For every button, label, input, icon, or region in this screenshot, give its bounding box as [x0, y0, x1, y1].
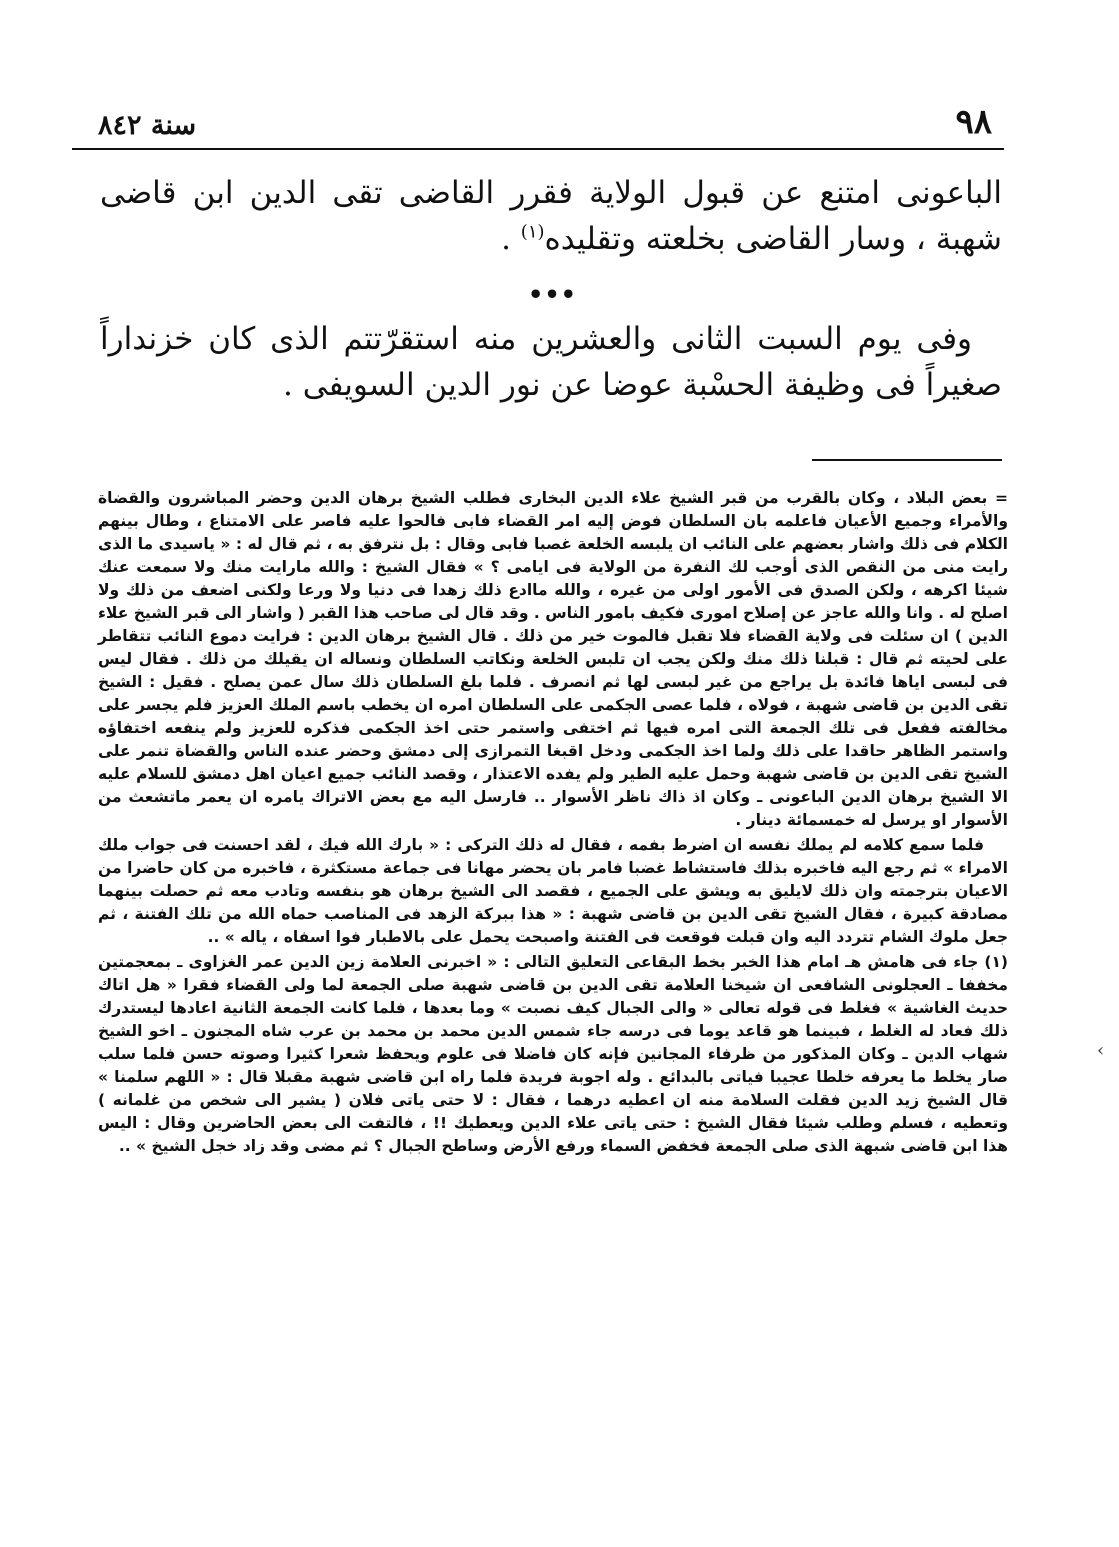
- footnote-continuation: = بعض البلاد ، وكان بالقرب من قبر الشيخ علاء الدين البخارى فطلب الشيخ برهان الدين وحضر المباشرون والقضاة والأمراء وجميع الأعيان فاعلمه بان السلطان فوض إليه امر القضاء فابى فالحوا عليه فاصر على الامتناع ، وطال بينهم الكلام فى ذلك واشار بعضهم على النائب ان يلبسه الخلعة غصبا فابى وقال : بل نترفق به ، ثم قال له : « ياسيدى ما الذى رايت منى من النقص الذى أوجب لك النفرة من الولاية فى ايامى ؟ » فقال الشيخ : والله مارايت منك ولا سمعت عنك شيئا اكرهه ، ولكن الصدق فى الأمور اولى من غيره ، والله ماادع ذلك زهدا فى دنيا ولا ورعا ولكنى اضعف من ذلك ولا اصلح له . وانا والله عاجز عن إصلاح امورى فكيف بامور الناس . وقد قال لى صاحب هذا القبر ( واشار الى قبر الشيخ علاء الدين ) ان سئلت فى ولاية القضاء فلا تقبل فالموت خير من ذلك . قال الشيخ برهان الدين : فرايت دموع النائب تتقاطر على لحيته ثم قال : قبلنا ذلك منك ولكن يجب ان تلبس الخلعة ونكاتب السلطان ونساله ان يقيلك من ذلك . فقال ليس فى لبسى اياها فائدة بل يراجع من غير لبسى لها ثم انصرف . فلما بلغ السلطان ذلك سال عمن يصلح . فقيل : الشيخ تقى الدين بن قاضى شهبة ، فولاه ، فلما عصى الجكمى على السلطان امره ان يخطب باسم الملك العزيز فلم يجسر على مخالفته ففعل فى تلك الجمعة التى امره فيها ثم اختفى واستمر حتى اخذ الجكمى فذكره للعزيز ولم ينفعه اختفاؤه واستمر الظاهر حاقدا على ذلك ولما اخذ الجكمى ودخل اقبغا التمرازى إلى دمشق وحضر عنده الناس والقضاة تنمر على الشيخ تقى الدين بن قاضى شهبة وحمل عليه الطير ولم يفده الاعتذار ، وقصد النائب جميع اعيان اهل دمشق للسلام عليه الا الشيخ برهان الدين الباعونى ـ وكان اذ ذاك ناظر الأسوار .. فارسل اليه مع بعض الاتراك يامره ان يعمر ماتشعث من الأسوار او يرسل له خمسمائة دينار .: [98, 489, 1008, 829]
- footnote-continuation-2: فلما سمع كلامه لم يملك نفسه ان اضرط بفمه ، فقال له ذلك التركى : « بارك الله فيك ، لقد احسنت فى جواب ملك الامراء » ثم رجع اليه فاخبره بذلك فاستشاط غضبا فامر بان يحضر مهانا فى جماعة مستكثرة ، فاخبره من كان حاضرا من الاعيان بترجمته وان ذلك لايليق به ويشق على الجميع ، فقصد الى الشيخ برهان هو بنفسه وتادب معه ثم حصلت بينهما مصادقة كبيرة ، فقال الشيخ تقى الدين بن قاضى شهبة : « هذا ببركة الزهد فى المناصب حماه الله من تلك الفتنة ، ثم جعل ملوك الشام تتردد اليه وان قبلت فوقعت فى الفتنة واصبحت يحمل على بالاطبار فوا اسفاه ، ياله » ..: [98, 836, 1008, 946]
- section-separator: •••: [528, 280, 578, 309]
- footnote-marker-1[interactable]: (١): [520, 221, 545, 243]
- footnotes-section: [98, 487, 1008, 1158]
- page-number: ٩٨: [955, 102, 992, 142]
- page-header: [72, 104, 1004, 150]
- year-label: سنة ٨٤٢: [98, 110, 197, 141]
- footnote-1-text: جاء فى هامش هـ امام هذا الخبر بخط البقاعى التعليق التالى : « اخبرنى العلامة زين الدين عمر الغزاوى ـ بمعجمتين مخففا ـ العجلونى الشافعى ان شيخنا العلامة تقى الدين بن قاضى شهبة صلى الجمعة لما ولى القضاء فقرا « هل اتاك حديث الغاشية » فغلط فى قوله تعالى « والى الجبال كيف نصبت » وما بعدها ، فلما كانت الجمعة الثانية اعادها ليستدرك ذلك فعاد له الغلط ، فبينما هو قاعد يوما فى درسه جاء شمس الدين محمد بن محمد بن عرب شاه المجنون ـ اخو الشيخ شهاب الدين ـ وكان المذكور من ظرفاء المجانين فإنه كان فاضلا فى علوم ويحفظ شعرا كثيرا وصوته حسن فلما سلب صار يخلط ما يعرفه خلطا عجيبا فياتى بالبدائع . وله اجوبة فريدة فلما راه ابن قاضى شهبة مقبلا قال : « اللهم سلمنا » قال الشيخ زيد الدين فقلت السلامة منه ان اعطيه درهما ، فقال : لا حتى ياتى فلان ( يشير الى شخص من غلمانه ) وتعطيه ، فسلم وطلب شيئا فقال الشيخ : حتى ياتى علاء الدين ويعطيك !! ، فالتفت الى بعض الحاضرين وقال : اليس هذا ابن قاضى شبهة الذى صلى الجمعة فخفض السماء ورفع الأرض وساطح الجبال ؟ ثم مضى وقد زاد خجل الشيخ » ..: [98, 953, 1008, 1155]
- footnote-1: [98, 951, 1008, 1158]
- main-paragraph-1: [100, 170, 1002, 262]
- footnote-divider: [812, 459, 1002, 461]
- main-paragraph-2: وفى يوم السبت الثانى والعشرين منه استقرّتتم الذى كان خزنداراً صغيراً فى وظيفة الحسْبة عوضا عن نور الدين السويفى .: [100, 321, 1002, 403]
- footnote-1-marker: (١): [984, 953, 1008, 971]
- paragraph-1-end: .: [501, 221, 521, 257]
- edge-mark: ›: [1097, 1040, 1105, 1061]
- paragraph-1-text: الباعونى امتنع عن قبول الولاية فقرر القاضى تقى الدين ابن قاضى شهبة ، وسار القاضى بخلعته وتقليده: [100, 175, 1002, 257]
